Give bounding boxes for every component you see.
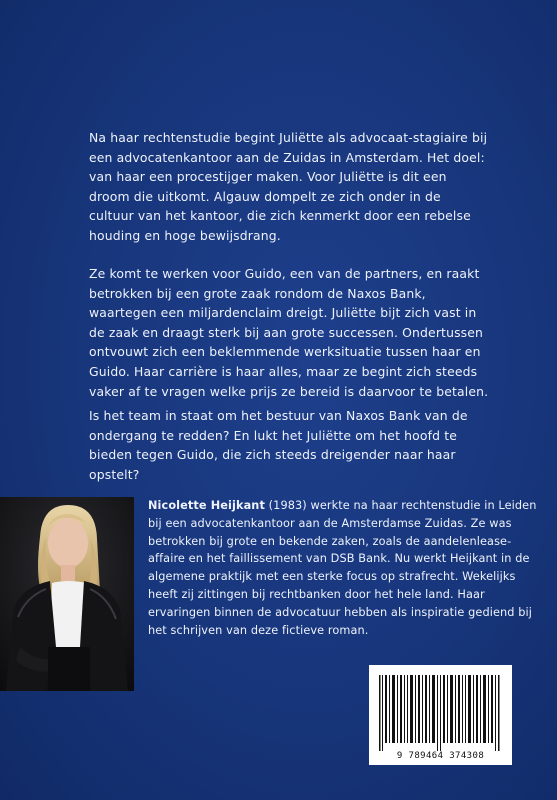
author-photo [0,497,134,691]
author-bio-text: (1983) werkte na haar rechtenstudie in Leiden bij een advocatenkantoor aan de Amsterdamse Zuidas. Ze was betrokken bij grote en bekende zaken, zoals de aandelenlease-affaire en het faillissement van DSB Bank. Nu werkt Heijkant in de algemene praktijk met een sterke focus op strafrecht. Wekelijks heeft zij zittingen bij rechtbanken door het hele land. Haar ervaringen binnen de advocatuur hebben als inspiratie gediend bij het schrijven van deze fictieve roman. [148,499,537,637]
isbn-digits: 9 789464 374308 [396,751,485,761]
blurb-paragraph-3 [89,406,489,484]
blurb-text-1: Na haar rechtenstudie begint Juliëtte als advocaat-stagiaire bij een advocatenkantoor aan de Zuidas in Amsterdam. Het doel: van haar een procestijger maken. Voor Juliëtte is dit een droom die uitkomt. Algauw dompelt ze zich onder in de cultuur van het kantoor, die zich kenmerkt door een rebelse houding en hoge bewijsdrang. [89,130,488,243]
barcode-bars [369,665,512,765]
blurb-paragraph-2 [89,264,489,401]
isbn-barcode [369,665,512,765]
author-name: Nicolette Heijkant [148,499,265,512]
blurb-paragraph-1 [89,128,489,246]
blurb-text-2: Ze komt te werken voor Guido, een van de partners, en raakt betrokken bij een grote zaak rondom de Naxos Bank, waartegen een miljardenclaim dreigt. Juliëtte bijt zich vast in de zaak en draagt sterk bij aan grote successen. Ondertussen ontvouwt zich een beklemmende werksituatie tussen haar en Guido. Haar carrière is haar alles, maar ze begint zich steeds vaker af te vragen welke prijs ze bereid is daarvoor te betalen. [89,266,489,399]
author-bio [148,497,538,639]
blurb-text-3: Is het team in staat om het bestuur van Naxos Bank van de ondergang te redden? En lukt het Juliëtte om het hoofd te bieden tegen Guido, die zich steeds dreigender naar haar opstelt? [89,408,468,482]
